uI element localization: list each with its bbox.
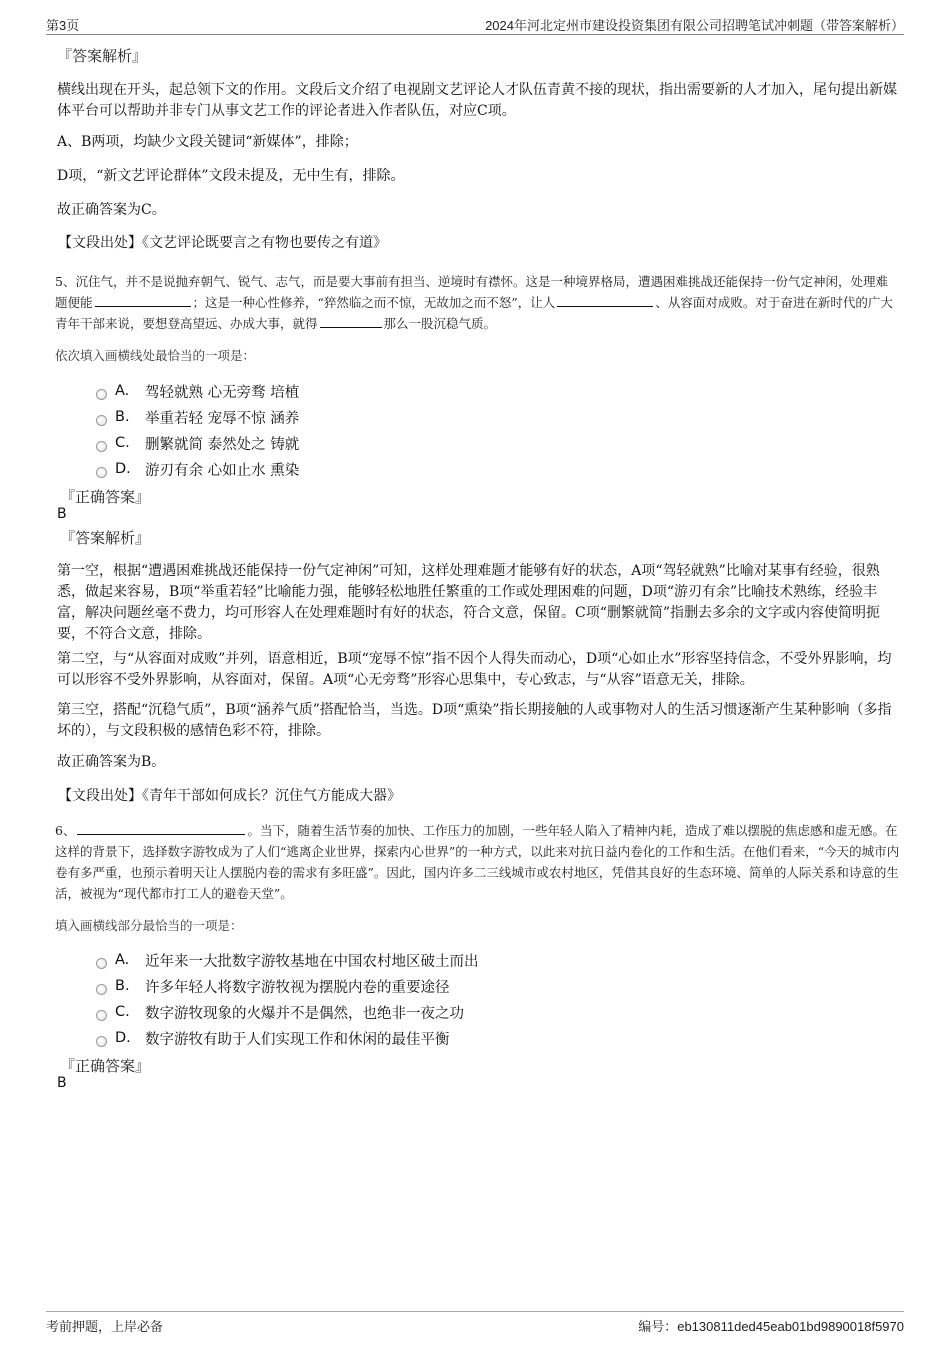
q4-analysis-label: 『答案解析』 [57, 47, 148, 65]
q5-option-d[interactable]: D. 游刃有余 心如止水 熏染 [96, 458, 299, 480]
q5-option-c[interactable]: C. 删繁就简 泰然处之 铸就 [96, 432, 299, 454]
radio-icon[interactable] [96, 1010, 107, 1021]
page-number: 第3页 [46, 18, 80, 33]
document-title: 2024年河北定州市建设投资集团有限公司招聘笔试冲刺题（带答案解析） [485, 18, 904, 33]
radio-icon[interactable] [96, 415, 107, 426]
q5-analysis-paragraph-2: 第二空，与“从容面对成败”并列，语意相近，B项“宠辱不惊”指不因个人得失而动心，D项“心如止水”形容坚持信念，不受外界影响，均可以形容不受外界影响，从容面对，保留。A项“心无旁骛”形容心思集中，专心致志，与“从容”语意无关，排除。 [57, 651, 892, 688]
q5-conclusion: 故正确答案为B。 [57, 754, 166, 770]
q5-option-a[interactable]: A. 驾轻就熟 心无旁骛 培植 [96, 380, 299, 402]
document-serial: 编号：eb130811ded45eab01bd9890018f5970 [638, 1319, 904, 1334]
radio-icon[interactable] [96, 984, 107, 995]
q4-analysis-paragraph-2: A、B两项，均缺少文段关键词“新媒体”，排除； [57, 134, 358, 150]
q6-option-b[interactable]: B. 许多年轻人将数字游牧视为摆脱内卷的重要途径 [96, 975, 450, 997]
fill-blank-1 [95, 292, 191, 307]
radio-icon[interactable] [96, 958, 107, 969]
q6-stem: 6、 。当下，随着生活节奏的加快、工作压力的加剧，一些年轻人陷入了精神内耗，造成了难以摆脱的焦虑感和虚无感。在这样的背景下，选择数字游牧成为了人们“逃离企业世界，探索内心世界”的一种方式，以此来对抗日益内卷化的工作和生活。在他们看来，“今天的城市内卷有多严重，也预示着明天让人摆脱内卷的需求有多旺盛”。因此，国内许多二三线城市或农村地区，凭借其良好的生态环境、简单的人际关系和诗意的生活，被视为“现代都市打工人的避卷天堂”。 [55, 820, 900, 904]
question-number: 5、 [55, 274, 76, 289]
q6-option-c[interactable]: C. 数字游牧现象的火爆并不是偶然，也绝非一夜之功 [96, 1001, 464, 1023]
q5-option-b[interactable]: B. 举重若轻 宠辱不惊 涵养 [96, 406, 299, 428]
q5-answer: B [57, 506, 67, 522]
q6-prompt: 填入画横线部分最恰当的一项是： [55, 918, 243, 933]
page-header [46, 14, 904, 35]
fill-blank [77, 820, 245, 835]
radio-icon[interactable] [96, 467, 107, 478]
q6-answer: B [57, 1075, 67, 1091]
q4-conclusion: 故正确答案为C。 [57, 202, 166, 218]
radio-icon[interactable] [96, 389, 107, 400]
q5-answer-label: 『正确答案』 [60, 488, 151, 506]
q6-option-a[interactable]: A. 近年来一大批数字游牧基地在中国农村地区破土而出 [96, 949, 479, 971]
q4-source: 【文段出处】《文艺评论既要言之有物也要传之有道》 [58, 235, 387, 251]
fill-blank-2 [557, 292, 653, 307]
q4-analysis-paragraph-1: 横线出现在开头，起总领下文的作用。文段后文介绍了电视剧文艺评论人才队伍青黄不接的现状，指出需要新的人才加入，尾句提出新媒体平台可以帮助并非专门从事文艺工作的评论者进入作者队伍，对应C项。 [57, 82, 897, 119]
q6-option-d[interactable]: D. 数字游牧有助于人们实现工作和休闲的最佳平衡 [96, 1027, 450, 1049]
q5-analysis-paragraph-3: 第三空，搭配“沉稳气质”，B项“涵养气质”搭配恰当，当选。D项“熏染”指长期接触的人或事物对人的生活习惯逐渐产生某种影响（多指坏的），与文段积极的感情色彩不符，排除。 [57, 702, 892, 739]
q5-analysis-label: 『答案解析』 [60, 529, 151, 547]
q6-answer-label: 『正确答案』 [60, 1057, 151, 1075]
fill-blank-3 [320, 313, 382, 328]
q5-prompt: 依次填入画横线处最恰当的一项是： [55, 348, 256, 363]
q5-analysis-paragraph-1: 第一空，根据“遭遇困难挑战还能保持一份气定神闲”可知，这样处理难题才能够有好的状态，A项“驾轻就熟”比喻对某事有经验，很熟悉，做起来容易，B项“举重若轻”比喻能力强，能够轻松地胜任繁重的工作或处理困难的问题，D项“游刃有余”比喻技术熟练，经验丰富，解决问题丝毫不费力，均可形容人在处理难题时有好的状态，符合文意，保留。C项“删繁就简”指删去多余的文字或内容使简明扼要，不符合文意，排除。 [57, 563, 881, 642]
q4-analysis-paragraph-3: D项，“新文艺评论群体”文段未提及，无中生有，排除。 [57, 168, 405, 184]
radio-icon[interactable] [96, 1036, 107, 1047]
page-footer [46, 1311, 904, 1332]
question-number: 6、 [55, 823, 76, 838]
q5-stem: 5、沉住气，并不是说抛弃朝气、锐气、志气，而是要大事前有担当、逆境时有襟怀。这是一种境界格局，遭遇困难挑战还能保持一份气定神闲，处理难题便能 ；这是一种心性修养，“猝然临之而不惊，无故加之而不怒”，让人 、从容面对成败。对于奋进在新时代的广大青年干部来说，要想登高望远、办成大事，就得 那么一股沉稳气质。 [55, 274, 893, 331]
radio-icon[interactable] [96, 441, 107, 452]
footer-slogan: 考前押题，上岸必备 [46, 1319, 164, 1334]
q5-source: 【文段出处】《青年干部如何成长？沉住气方能成大器》 [58, 788, 401, 804]
